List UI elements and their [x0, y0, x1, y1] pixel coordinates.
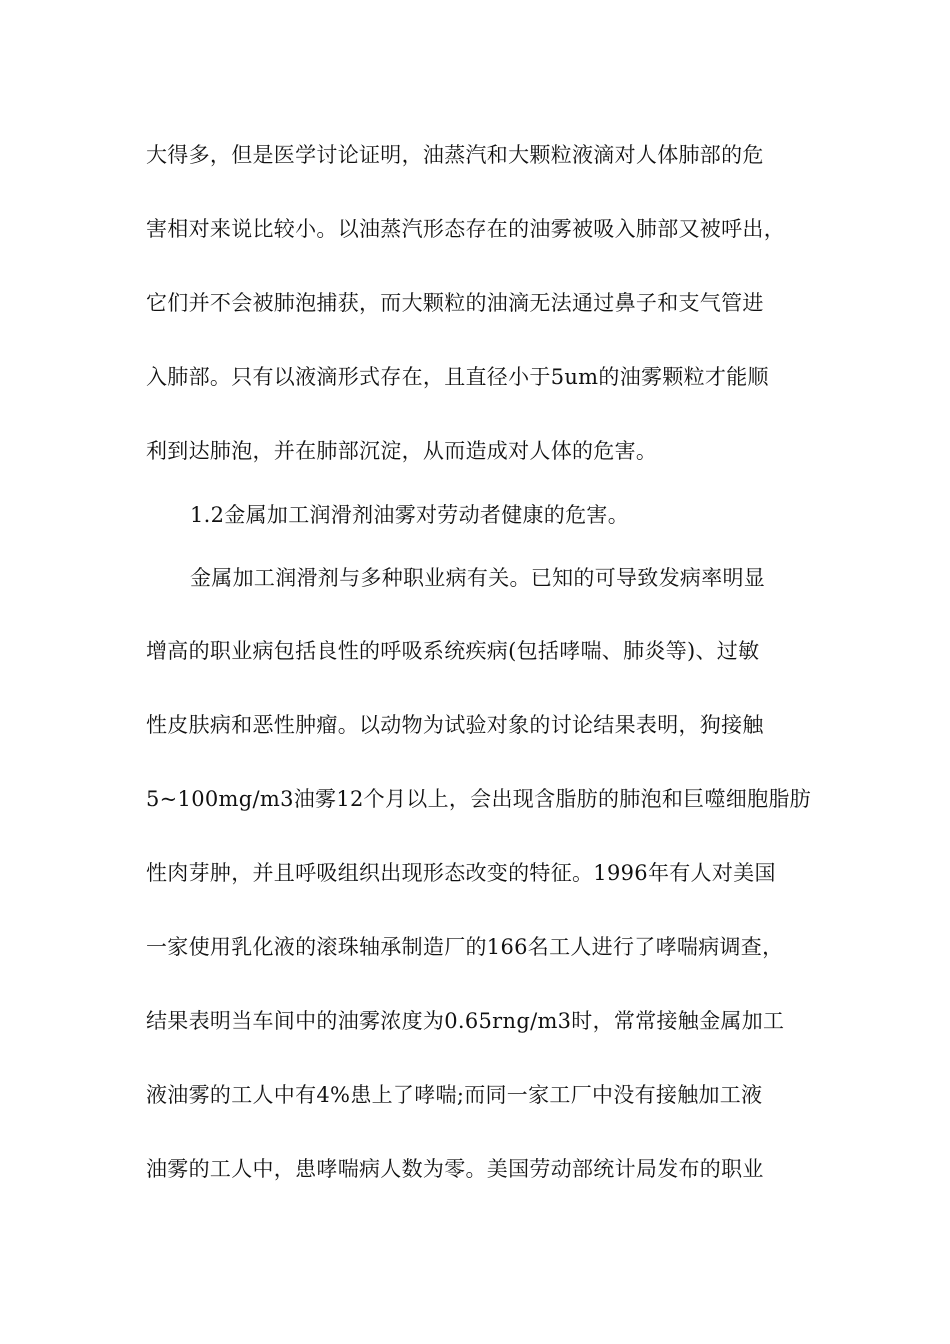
- text-line: 5~100mg/m3油雾12个月以上，会出现含脂肪的肺泡和巨噬细胞脂肪: [146, 787, 811, 811]
- text-line: 它们并不会被肺泡捕获，而大颗粒的油滴无法通过鼻子和支气管进: [146, 291, 764, 315]
- text-line: 性肉芽肿，并且呼吸组织出现形态改变的特征。1996年有人对美国: [146, 861, 776, 885]
- text-line: 一家使用乳化液的滚珠轴承制造厂的166名工人进行了哮喘病调查，: [146, 935, 784, 959]
- text-line: 害相对来说比较小。以油蒸汽形态存在的油雾被吸入肺部又被呼出，: [146, 217, 785, 241]
- text-line: 入肺部。只有以液滴形式存在，且直径小于5um的油雾颗粒才能顺: [146, 365, 769, 389]
- text-line: 性皮肤病和恶性肿瘤。以动物为试验对象的讨论结果表明，狗接触: [146, 713, 764, 737]
- text-line: 液油雾的工人中有4%患上了哮喘;而同一家工厂中没有接触加工液: [146, 1083, 763, 1107]
- text-line: 增高的职业病包括良性的呼吸系统疾病(包括哮喘、肺炎等)、过敏: [146, 639, 760, 663]
- text-line: 利到达肺泡，并在肺部沉淀，从而造成对人体的危害。: [146, 439, 658, 463]
- section-heading: 1.2金属加工润滑剂油雾对劳动者健康的危害。: [190, 503, 629, 527]
- text-line: 大得多，但是医学讨论证明，油蒸汽和大颗粒液滴对人体肺部的危: [146, 143, 764, 167]
- text-line: 油雾的工人中，患哮喘病人数为零。美国劳动部统计局发布的职业: [146, 1157, 764, 1181]
- text-line: 金属加工润滑剂与多种职业病有关。已知的可导致发病率明显: [190, 566, 766, 590]
- text-line: 结果表明当车间中的油雾浓度为0.65rng/m3时，常常接触金属加工: [146, 1009, 785, 1033]
